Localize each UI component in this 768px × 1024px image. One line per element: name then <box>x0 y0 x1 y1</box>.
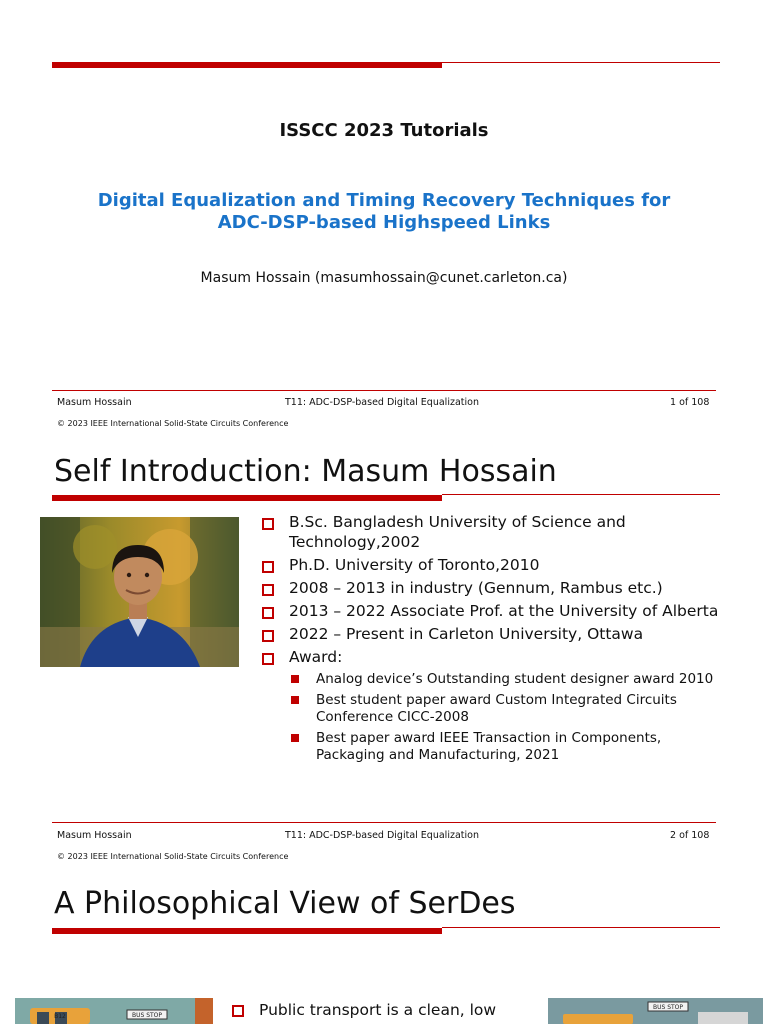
bio-item <box>260 579 730 599</box>
bus-label: B12 <box>54 1013 66 1020</box>
slide2-footer-rule <box>52 822 716 823</box>
award-text: Analog device’s Outstanding student designer award 2010 <box>316 671 714 687</box>
bus-stop-sign-right: BUS STOP <box>652 1004 684 1011</box>
bio-list <box>260 513 730 768</box>
bio-item <box>260 513 730 552</box>
hollow-square-bullet-icon <box>262 607 274 619</box>
slide3-bullet <box>232 1000 532 1020</box>
award-text: Best paper award IEEE Transaction in Components, Packaging and Manufacturing, 2021 <box>316 730 662 763</box>
slide1-footer-author: Masum Hossain <box>57 397 132 408</box>
hollow-square-bullet-icon <box>262 584 274 596</box>
bio-item-text: 2013 – 2022 Associate Prof. at the University of Alberta <box>289 601 719 620</box>
hollow-square-bullet-icon <box>262 561 274 573</box>
slide3-title-rule <box>442 927 720 928</box>
slide1-footer-course: T11: ADC-DSP-based Digital Equalization <box>285 397 479 408</box>
slide2-title: Self Introduction: Masum Hossain <box>54 454 557 489</box>
bio-item <box>260 556 730 576</box>
hollow-square-bullet-icon <box>262 518 274 530</box>
bio-item-awards <box>260 648 730 765</box>
top-rule <box>442 62 720 63</box>
slide1-page-number: 1 of 108 <box>670 397 710 408</box>
slide2-page-number: 2 of 108 <box>670 830 710 841</box>
award-text: Best student paper award Custom Integrated Circuits Conference CICC-2008 <box>316 692 677 725</box>
slide3-title: A Philosophical View of SerDes <box>54 886 516 921</box>
award-item <box>289 692 730 726</box>
author-line: Masum Hossain (masumhossain@cunet.carleton.ca) <box>200 270 568 286</box>
bio-item <box>260 602 730 622</box>
hollow-square-bullet-icon <box>262 630 274 642</box>
hollow-square-bullet-icon <box>262 653 274 665</box>
slide2-footer-author: Masum Hossain <box>57 830 132 841</box>
slide1-footer-rule <box>52 390 716 391</box>
bus-stop-sign-left: BUS STOP <box>131 1012 163 1019</box>
tutorial-title-line2: ADC-DSP-based Highspeed Links <box>217 212 551 233</box>
slide3-bullet-text: Public transport is a clean, low <box>259 1001 497 1019</box>
slide2-accent-bar <box>52 495 442 501</box>
bio-item <box>260 625 730 645</box>
profile-photo <box>40 517 239 667</box>
slide2-copyright: © 2023 IEEE International Solid-State Circuits Conference <box>57 852 289 861</box>
tutorial-heading: ISSCC 2023 Tutorials <box>279 120 489 141</box>
bio-item-text: 2022 – Present in Carleton University, Ottawa <box>289 624 644 643</box>
filled-square-bullet-icon <box>291 696 299 704</box>
bio-item-text: Award: <box>289 647 343 666</box>
bus-stop-illustration-right <box>548 998 763 1024</box>
filled-square-bullet-icon <box>291 734 299 742</box>
bus-stop-illustration-left <box>15 998 213 1024</box>
tutorial-title-line1: Digital Equalization and Timing Recovery Techniques for <box>97 190 671 211</box>
award-item <box>289 730 730 764</box>
award-item <box>289 671 730 688</box>
awards-list <box>289 671 730 764</box>
bio-item-text: Ph.D. University of Toronto,2010 <box>289 555 540 574</box>
slide2-title-rule <box>442 494 720 495</box>
hollow-square-bullet-icon <box>232 1005 244 1017</box>
bio-item-text: 2008 – 2013 in industry (Gennum, Rambus etc.) <box>289 578 663 597</box>
slide1-copyright: © 2023 IEEE International Solid-State Circuits Conference <box>57 419 289 428</box>
slide3-accent-bar <box>52 928 442 934</box>
tutorial-title <box>40 190 728 234</box>
filled-square-bullet-icon <box>291 675 299 683</box>
slide2-footer-course: T11: ADC-DSP-based Digital Equalization <box>285 830 479 841</box>
bio-item-text: B.Sc. Bangladesh University of Science and Technology,2002 <box>289 513 626 551</box>
top-accent-bar <box>52 62 442 68</box>
